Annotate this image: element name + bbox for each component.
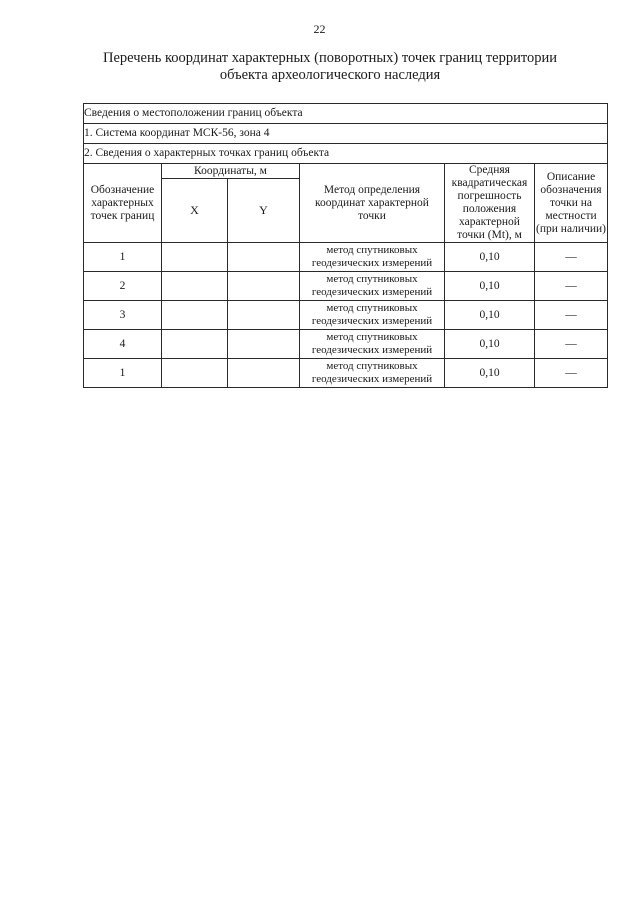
cell-description: — — [535, 359, 608, 388]
table-row — [84, 272, 608, 301]
cell-point: 4 — [84, 330, 162, 359]
cell-x — [162, 359, 228, 388]
cell-method — [300, 330, 445, 359]
cell-accuracy: 0,10 — [445, 243, 535, 272]
cell-x — [162, 243, 228, 272]
cell-description: — — [535, 330, 608, 359]
method-line-1: метод спутниковых — [326, 360, 418, 372]
table-row — [84, 330, 608, 359]
method-line-2: геодезических измерений — [311, 315, 433, 327]
header-accuracy: Средняя квадратическая погрешность положения характерной точки (Mt), м — [445, 164, 535, 243]
table-row — [84, 359, 608, 388]
cell-method — [300, 301, 445, 330]
section-title: Сведения о местоположении границ объекта — [84, 104, 608, 124]
cell-description: — — [535, 301, 608, 330]
points-info-heading: 2. Сведения о характерных точках границ объекта — [84, 144, 608, 164]
cell-accuracy: 0,10 — [445, 330, 535, 359]
cell-point: 1 — [84, 243, 162, 272]
method-line-1: метод спутниковых — [326, 273, 418, 285]
cell-method — [300, 243, 445, 272]
header-x: X — [162, 179, 228, 243]
cell-point: 1 — [84, 359, 162, 388]
coordinate-system: 1. Система координат МСК-56, зона 4 — [84, 124, 608, 144]
header-coordinates: Координаты, м — [162, 164, 300, 179]
cell-y — [228, 243, 300, 272]
header-description: Описание обозначения точки на местности (при наличии) — [535, 164, 608, 243]
header-y: Y — [228, 179, 300, 243]
method-line-1: метод спутниковых — [326, 244, 418, 256]
cell-method — [300, 359, 445, 388]
cell-description: — — [535, 272, 608, 301]
cell-y — [228, 330, 300, 359]
header-method: Метод определения координат характерной точки — [300, 164, 445, 243]
cell-accuracy: 0,10 — [445, 301, 535, 330]
page-number: 22 — [313, 22, 326, 36]
header-designation: Обозначение характерных точек границ — [84, 164, 162, 243]
method-line-1: метод спутниковых — [326, 302, 418, 314]
cell-point: 3 — [84, 301, 162, 330]
cell-x — [162, 272, 228, 301]
cell-y — [228, 301, 300, 330]
cell-y — [228, 359, 300, 388]
cell-point: 2 — [84, 272, 162, 301]
coordinates-table — [83, 103, 608, 388]
table-row — [84, 301, 608, 330]
cell-description: — — [535, 243, 608, 272]
cell-accuracy: 0,10 — [445, 272, 535, 301]
cell-x — [162, 301, 228, 330]
table-row — [84, 243, 608, 272]
title-line-2: объекта археологического наследия — [219, 67, 441, 83]
cell-x — [162, 330, 228, 359]
method-line-2: геодезических измерений — [311, 344, 433, 356]
cell-accuracy: 0,10 — [445, 359, 535, 388]
method-line-2: геодезических измерений — [311, 373, 433, 385]
document-title — [60, 50, 600, 84]
title-line-1: Перечень координат характерных (поворотных) точек границ территории — [102, 50, 558, 66]
method-line-1: метод спутниковых — [326, 331, 418, 343]
cell-y — [228, 272, 300, 301]
cell-method — [300, 272, 445, 301]
method-line-2: геодезических измерений — [311, 257, 433, 269]
method-line-2: геодезических измерений — [311, 286, 433, 298]
